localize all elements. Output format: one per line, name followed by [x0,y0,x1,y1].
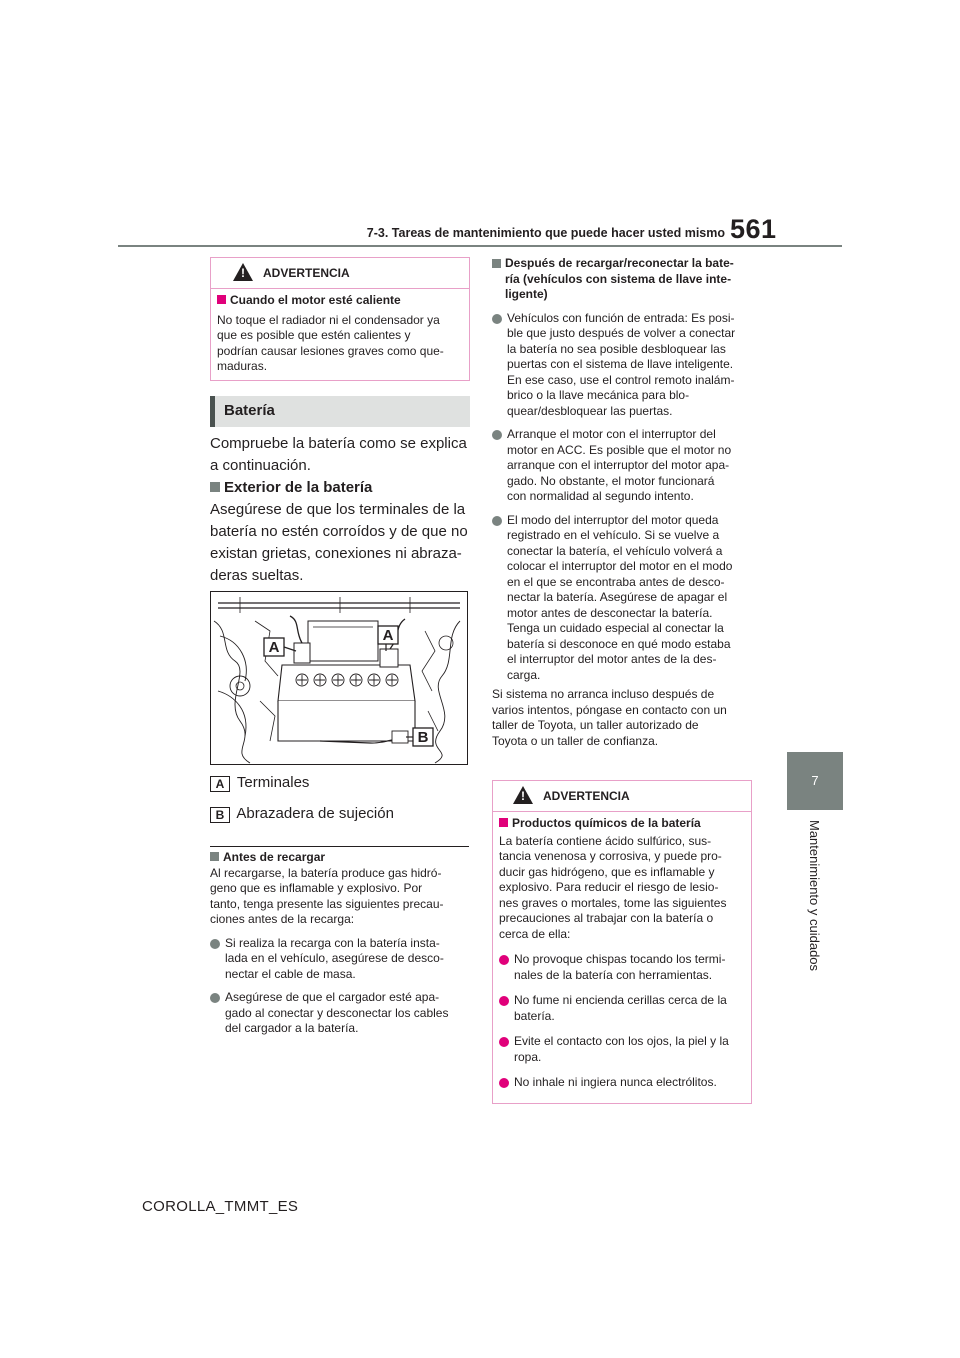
bullet-icon [499,955,509,965]
list-item: Asegúrese de que el cargador esté apa- gado al conectar y desconectar los cables del cargador a la batería. [210,990,472,1037]
callout-a-left: A [268,639,280,656]
warning-header: ! ADVERTENCIA [493,781,751,812]
list-item: Evite el contacto con los ojos, la piel y la ropa. [499,1034,745,1065]
list-item: Vehículos con función de entrada: Es posi- ble que justo después de volver a conectar la batería no sea posible desbloquear las puertas con el sistema de llave inteligente. En ese caso, use el control remoto inalám- brico o la llave mecánica para blo- quear/desbloquear las puertas. [492,311,754,420]
warning-body [493,812,751,1097]
chapter-tab[interactable]: 7 [787,752,843,810]
legend-mark-a: A [210,776,230,792]
bullet-icon [499,1037,509,1047]
warning-box-chemicals [492,780,752,1104]
bullet-icon [210,993,220,1003]
bullet-icon [492,314,502,324]
engine-bay-illustration [210,591,468,765]
warning-text: La batería contiene ácido sulfúrico, sus- tancia venenosa y corrosiva, y puede pro- ducir gas hidrógeno, que es inflamable y explosivo. Para reducir el riesgo de lesio- nes graves o mortales, tome las siguientes precauciones al trabajar con la batería o cerca de ella: [499,833,727,941]
list-item: Si realiza la recarga con la batería insta- lada en el vehículo, asegúrese de desco- nectar el cable de masa. [210,936,472,983]
pink-square-icon [217,295,226,304]
recharge-heading: Antes de recargar [210,850,472,866]
warning-text: No toque el radiador ni el condensador ya que es posible que estén calientes y podrían causar lesiones graves como que- maduras. [217,312,444,373]
closing-text: Si sistema no arranca incluso después de varios intentos, póngase en contacto con un taller de Toyota, un taller autorizado de Toyota o un taller de confianza. [492,687,727,748]
recharge-text: Al recargarse, la batería produce gas hidró- geno que es inflamable y explosivo. Por tanto, tenga presente las siguientes precau- ciones antes de la recarga: [210,865,444,926]
warning-heading: Cuando el motor esté caliente [217,293,463,309]
warning-triangle-icon [233,263,253,281]
list-item: No provoque chispas tocando los termi- nales de la batería con herramientas. [499,952,745,983]
callout-a-right: A [382,627,394,644]
list-item: No inhale ni ingiera nunca electrólitos. [499,1075,745,1091]
header-divider [118,245,842,247]
exterior-text: Asegúrese de que los terminales de la batería no estén corroídos y de que no existan grietas, conexiones ni abraza- deras sueltas. [210,501,468,584]
warning-body [211,289,469,381]
pink-square-icon [499,818,508,827]
bullet-icon [492,430,502,440]
footer-model-code: COROLLA_TMMT_ES [142,1198,299,1215]
warning-box-hot-engine [210,257,470,381]
warning-heading: Productos químicos de la batería [499,816,745,832]
legend-terminales: A Terminales [210,772,309,794]
bullet-icon [210,939,220,949]
warning-triangle-icon [513,786,533,804]
list-item: Arranque el motor con el interruptor del motor en ACC. Es posible que el motor no arranque con el interruptor del motor apa- gado. No obstante, el motor funcionará con normalidad al segundo intento. [492,427,754,505]
after-heading: Después de recargar/reconectar la bate- ría (vehículos con sistema de llave inte- ligente) [492,256,754,303]
gray-square-icon [492,259,501,268]
section-heading-bateria: Batería [210,396,470,427]
bullet-icon [492,516,502,526]
exterior-heading: Exterior de la batería [210,477,472,499]
intro-text: Compruebe la batería como se explica a continuación. [210,435,467,474]
gray-square-icon [210,482,220,492]
legend-mark-b: B [210,807,230,823]
list-item: No fume ni encienda cerillas cerca de la batería. [499,993,745,1024]
bullet-icon [499,996,509,1006]
warning-header: ! ADVERTENCIA [211,258,469,289]
battery-figure [210,591,468,765]
callout-b: B [417,729,429,746]
divider [210,846,469,847]
page-number: 561 [730,214,777,244]
bullet-icon [499,1078,509,1088]
gray-square-icon [210,852,219,861]
after-recharge-section [492,256,754,749]
recharge-section [210,850,472,1037]
legend-abrazadera: B Abrazadera de sujeción [210,803,394,825]
list-item: El modo del interruptor del motor queda registrado en el vehículo. Si se vuelve a conectar la batería, el vehículo volverá a colocar el interruptor del motor en el modo en el que se encontraba antes de desco- nectar la batería. Asegúrese de apagar el motor antes de desconectar la batería. Tenga un cuidado especial al conectar la batería si desconoce en qué modo estaba el interruptor del motor antes de la des- carga. [492,513,754,684]
